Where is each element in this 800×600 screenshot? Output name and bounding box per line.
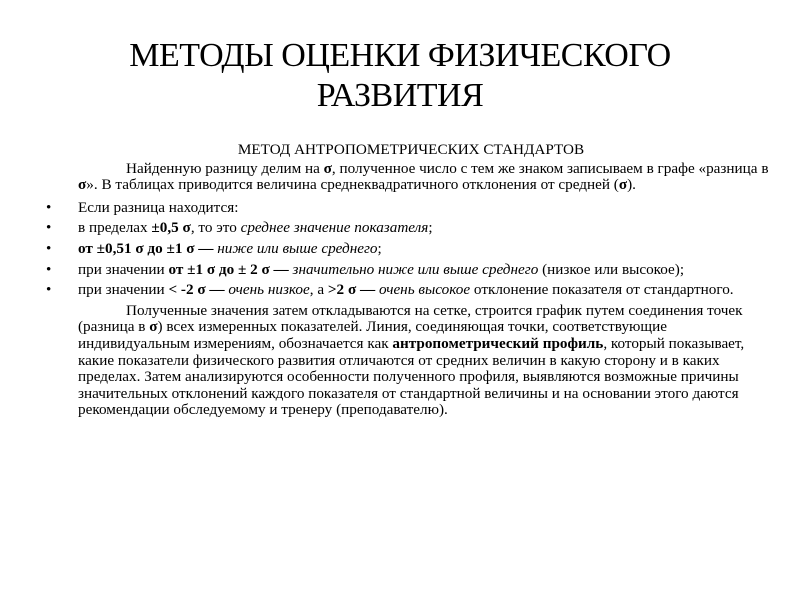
assessment-term: очень низкое [228,281,310,299]
intro-paragraph [78,161,776,194]
list-item [46,220,776,237]
range-value: от ±1 σ до ± 2 σ — [168,260,289,278]
text-run: ; [428,219,433,237]
text-run: ). [627,176,636,194]
sigma-symbol: σ [78,176,87,194]
text-run: в пределах [78,219,152,237]
text-run: , который показывает, какие показатели физического развития отличаются от средних величин в какую сторону и в каких пределах. Затем анализируются особенности полученного профиля, выявляются возможные причины значительных отклонений каждого показателя от стандартной величины и на основании этого даются рекомендации обследуемому и тренеру (преподавателю). [78,334,745,419]
slide-title [60,36,740,116]
bullet-icon: • [46,281,52,299]
text-run: отклонение показателя от стандартного. [470,281,734,299]
text-run: , то это [190,219,241,237]
text-run: Найденную разницу делим на [126,159,324,177]
assessment-term: ниже или выше среднего [217,239,378,257]
text-run: ) всех измеренных показателей. Линия, соединяющая точки, соответствующие индивидуальным измерениям, обозначается как [78,318,667,352]
key-term: антропометрический профиль [392,334,604,352]
assessment-term: значительно ниже или выше среднего [292,260,539,278]
criteria-list [46,200,776,299]
list-item [46,241,776,258]
slide-body [46,142,776,424]
sigma-symbol: σ [149,318,158,336]
text-run: Если разница находится: [78,198,239,216]
bullet-icon: • [46,198,52,216]
range-value: от ±0,51 σ до ±1 σ — [78,239,214,257]
list-item [46,200,776,217]
slide-title-line-1: МЕТОДЫ ОЦЕНКИ ФИЗИЧЕСКОГО [129,37,671,74]
text-run: при значении [78,260,169,278]
text-run: ». В таблицах приводится величина среднеквадратичного отклонения от средней ( [86,176,619,194]
text-run: Полученные значения затем откладываются на сетке, строится график путем соединения точек (разница в [78,301,743,336]
text-run: , а [309,281,328,299]
slide-title-line-2: РАЗВИТИЯ [316,77,484,114]
sigma-symbol: σ [618,176,628,194]
profile-paragraph [78,303,776,419]
list-item [46,262,776,279]
bullet-icon: • [46,260,52,278]
text-run: при значении [78,281,169,299]
section-subtitle: МЕТОД АНТРОПОМЕТРИЧЕСКИХ СТАНДАРТОВ [237,141,585,158]
range-value: >2 σ — [327,281,376,299]
text-run: ; [377,239,382,257]
assessment-term: очень высокое [379,281,471,299]
text-run: , полученное число с тем же знаком записываем в графе «разница в [331,159,769,177]
range-value: ±0,5 σ [151,219,191,237]
bullet-icon: • [46,219,52,237]
text-run: (низкое или высокое); [538,260,685,278]
sigma-symbol: σ [323,159,332,177]
list-item [46,282,776,299]
assessment-term: среднее значение показателя [240,219,429,237]
range-value: < -2 σ — [168,281,225,299]
bullet-icon: • [46,239,52,257]
